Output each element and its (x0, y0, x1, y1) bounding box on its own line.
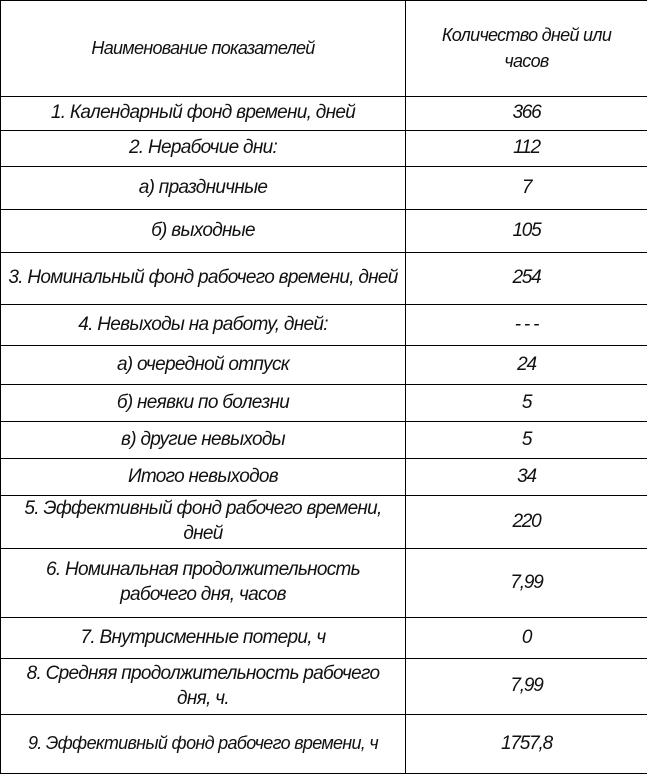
row-label: 8. Средняя продолжительность рабочего дня, ч. (1, 659, 406, 715)
table-row (1, 131, 647, 167)
row-label: в) другие невыходы (1, 422, 406, 459)
table-row (1, 346, 647, 385)
table-row (1, 659, 647, 715)
row-label: 7. Внутрисменные потери, ч (1, 618, 406, 659)
row-value: 5 (406, 385, 647, 422)
header-days-or-hours: Количество дней или часов (406, 1, 647, 97)
row-value: 5 (406, 422, 647, 459)
row-value: 7,99 (406, 549, 647, 618)
row-label: 5. Эффективный фонд рабочего времени, дней (1, 496, 406, 549)
row-label: 4. Невыходы на работу, дней: (1, 305, 406, 346)
row-value: 105 (406, 210, 647, 253)
row-label: б) выходные (1, 210, 406, 253)
row-value: 254 (406, 253, 647, 305)
row-value: 366 (406, 97, 647, 131)
row-value: 220 (406, 496, 647, 549)
table-row (1, 167, 647, 210)
header-indicator-name: Наименование показателей (1, 1, 406, 97)
row-label: 6. Номинальная продолжительность рабочего дня, часов (1, 549, 406, 618)
row-value: 34 (406, 459, 647, 496)
row-value: 1757,8 (406, 715, 647, 774)
table-row (1, 549, 647, 618)
table-header-row (1, 1, 647, 97)
row-label: 3. Номинальный фонд рабочего времени, дней (1, 253, 406, 305)
table-row (1, 385, 647, 422)
table-row (1, 459, 647, 496)
table-row (1, 496, 647, 549)
table-row (1, 97, 647, 131)
table-row (1, 715, 647, 774)
row-label: 9. Эффективный фонд рабочего времени, ч (1, 715, 406, 774)
table-row (1, 618, 647, 659)
row-value: - - - (406, 305, 647, 346)
row-label: 2. Нерабочие дни: (1, 131, 406, 167)
table-row (1, 210, 647, 253)
row-value: 0 (406, 618, 647, 659)
table-row (1, 253, 647, 305)
row-value: 7,99 (406, 659, 647, 715)
table-row (1, 305, 647, 346)
table-row (1, 422, 647, 459)
row-label: а) очередной отпуск (1, 346, 406, 385)
row-label: 1. Календарный фонд времени, дней (1, 97, 406, 131)
row-value: 112 (406, 131, 647, 167)
row-label: Итого невыходов (1, 459, 406, 496)
row-label: а) праздничные (1, 167, 406, 210)
row-value: 24 (406, 346, 647, 385)
row-value: 7 (406, 167, 647, 210)
row-label: б) неявки по болезни (1, 385, 406, 422)
